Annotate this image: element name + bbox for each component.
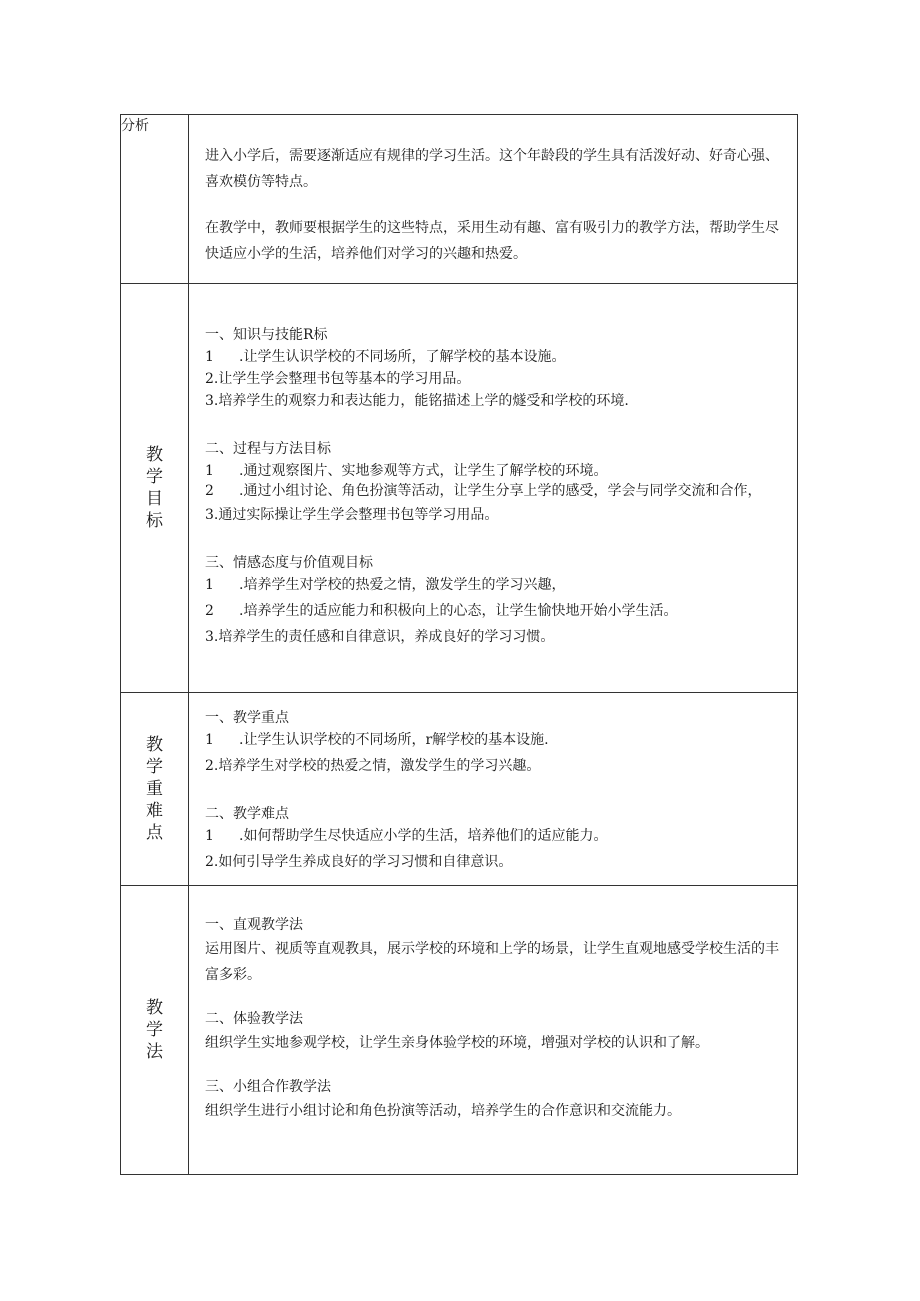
goals-section-heading: 二、过程与方法目标 [205, 441, 331, 457]
methods-row [121, 886, 798, 1175]
list-item: 1 .培养学生对学校的热爱之情，激发学生的学习兴趣， [205, 577, 566, 593]
list-item: 1 .让学生认识学校的不同场所，r解学校的基本设施. [205, 732, 549, 748]
goals-content [189, 284, 798, 693]
methods-content [189, 886, 798, 1175]
goals-label-char: 目 [146, 489, 163, 509]
keys-row [121, 693, 798, 886]
keys-label-char: 难 [146, 801, 163, 821]
goals-label [121, 284, 189, 693]
keys-label-char: 点 [146, 823, 163, 843]
analysis-label: 分析 [121, 115, 189, 284]
keys-section-heading: 一、教学重点 [205, 710, 289, 726]
goals-label-char: 学 [146, 467, 163, 487]
list-item: 2. 培养学生对学校的热爱之情，激发学生的学习兴趣。 [205, 758, 541, 774]
keys-label-char: 学 [146, 757, 163, 777]
keys-label-char: 教 [146, 735, 163, 755]
list-item: 3. 培养学生的责任感和自律意识，养成良好的学习习惯。 [205, 629, 555, 645]
goals-section-heading: 三、情感态度与价值观目标 [205, 555, 373, 571]
list-item: 3. 培养学生的观察力和表达能力，能铭描述上学的燧受和学校的环境. [205, 393, 629, 409]
list-item: 1 .通过观察图片、实地参观等方式，让学生了解学校的环境。 [205, 463, 608, 479]
analysis-row [121, 115, 798, 284]
methods-section-body: 运用图片、视质等直观教具，展示学校的环境和上学的场景，让学生直观地感受学校生活的丰富多彩。 [205, 941, 779, 983]
methods-section-heading: 二、体验教学法 [205, 1011, 303, 1027]
keys-label-char: 重 [146, 779, 163, 799]
methods-label [121, 886, 189, 1175]
keys-section-heading: 二、教学难点 [205, 806, 289, 822]
lesson-plan-table [120, 114, 798, 1175]
list-item: 3. 通过实际操让学生学会整理书包等学习用品。 [205, 507, 499, 523]
methods-section-heading: 一、直观教学法 [205, 917, 303, 933]
methods-label-char: 法 [146, 1042, 163, 1062]
list-item: 2. 如何引导学生养成良好的学习习惯和自律意识。 [205, 854, 513, 870]
list-item: 1 .如何帮助学生尽快适应小学的生活，培养他们的适应能力。 [205, 828, 608, 844]
list-item: 2. 让学生学会整理书包等基本的学习用品。 [205, 371, 471, 387]
methods-section-heading: 三、小组合作教学法 [205, 1079, 331, 1095]
methods-label-char: 学 [146, 1020, 163, 1040]
list-item: 1 .让学生认识学校的不同场所，了解学校的基本设施。 [205, 349, 566, 365]
goals-section-heading: 一、知识与技能R标 [205, 327, 328, 343]
list-item: 2 .培养学生的适应能力和积极向上的心态，让学生愉快地开始小学生活。 [205, 603, 678, 619]
methods-section-body: 组织学生进行小组讨论和角色扮演等活动，培养学生的合作意识和交流能力。 [205, 1103, 681, 1119]
keys-content [189, 693, 798, 886]
goals-label-char: 标 [146, 511, 163, 531]
methods-section-body: 组织学生实地参观学校，让学生亲身体验学校的环境，增强对学校的认识和了解。 [205, 1035, 709, 1051]
methods-label-char: 教 [146, 998, 163, 1018]
analysis-paragraph: 在教学中，教师要根据学生的这些特点，采用生动有趣、富有吸引力的教学方法，帮助学生尽快适应小学的生活，培养他们对学习的兴趣和热爱。 [205, 220, 779, 262]
analysis-paragraph: 进入小学后，需要逐渐适应有规律的学习生活。这个年龄段的学生具有活泼好动、好奇心强、喜欢模仿等特点。 [205, 148, 779, 190]
analysis-content [189, 115, 798, 284]
keys-label [121, 693, 189, 886]
goals-label-char: 教 [146, 445, 163, 465]
list-item: 2 .通过小组讨论、角色扮演等活动，让学生分享上学的感受，学会与同学交流和合作， [205, 483, 762, 499]
goals-row [121, 284, 798, 693]
